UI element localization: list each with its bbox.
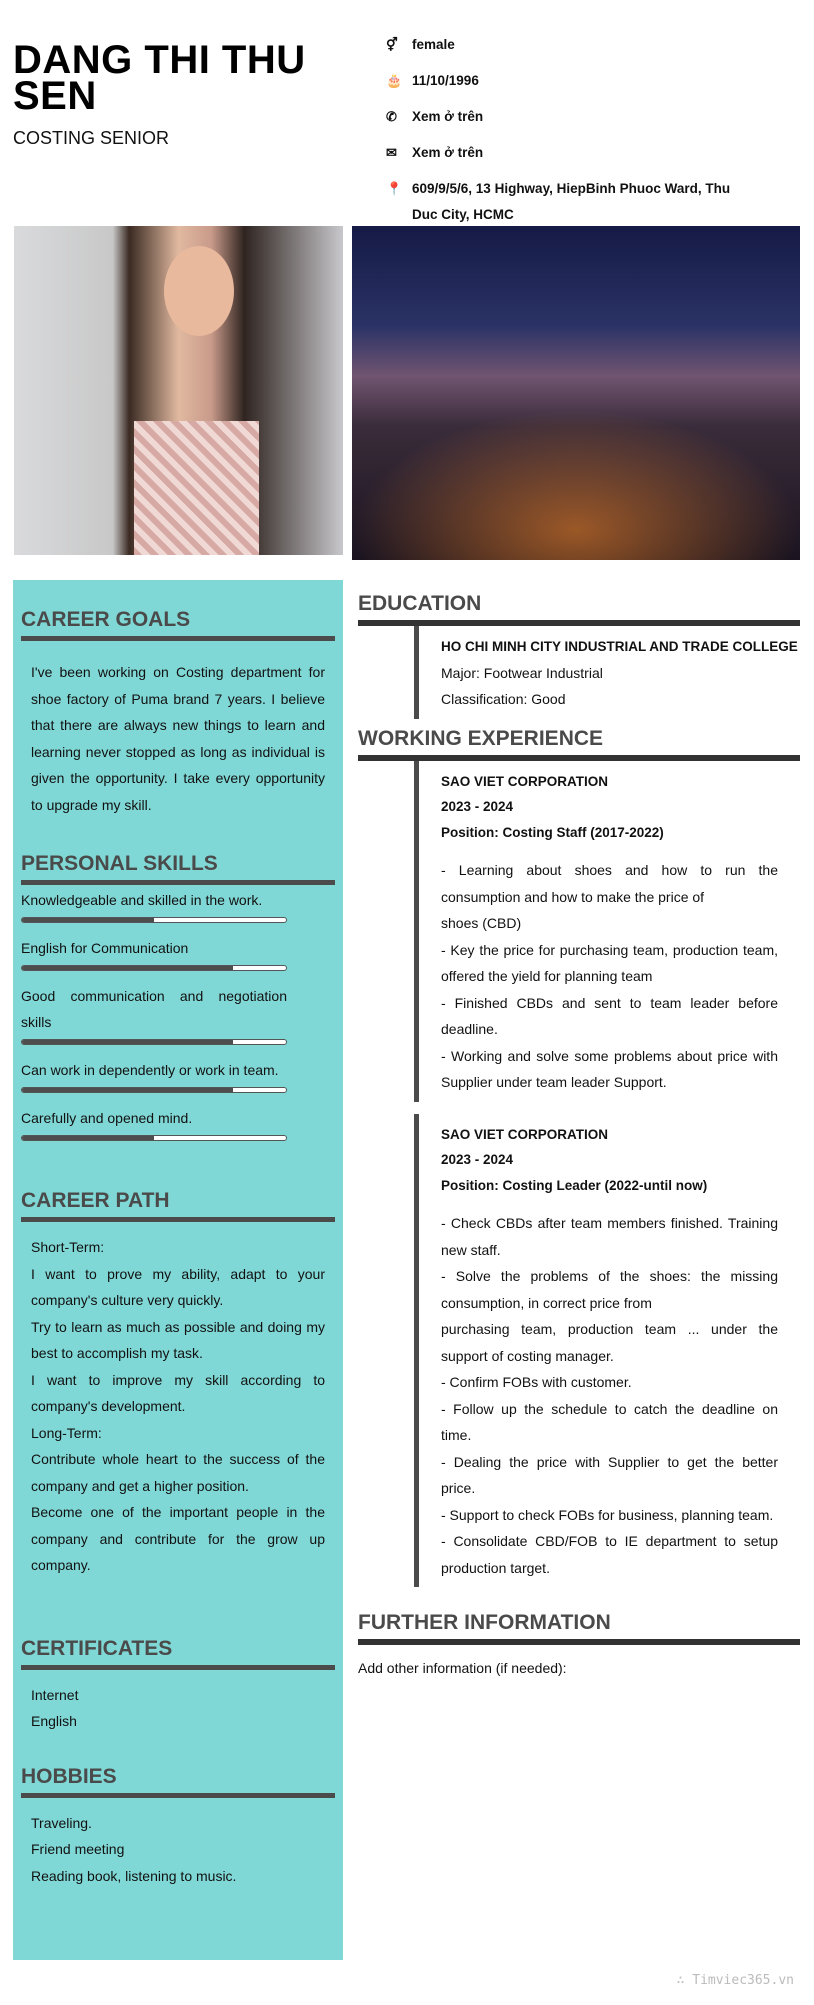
job-duty: - Learning about shoes and how to run the consumption and how to make the price of [441, 862, 778, 905]
experience-heading: WORKING EXPERIENCE [358, 727, 800, 761]
sidebar [13, 580, 343, 1960]
skill-item [21, 983, 335, 1045]
map-marker-icon: 📍 [386, 181, 403, 196]
career-goals-heading: CAREER GOALS [21, 608, 335, 641]
career-goals-text: I've been working on Costing department for shoe factory of Puma brand 7 years. I believe that there are always new things to learn and learning never stopped as long as individual is given the opportunity. I take every opportunity to upgrade my skill. [31, 664, 325, 813]
career-path-line: I want to improve my skill according to company's development. [31, 1371, 325, 1414]
skill-label: Knowledgeable and skilled in the work. [21, 892, 263, 908]
skill-level-bar [21, 1039, 287, 1045]
hobby-item: Traveling. [31, 1814, 92, 1831]
classification: Classification: Good [441, 691, 566, 707]
contact-birthday [386, 68, 756, 94]
certificate-item: English [31, 1713, 77, 1729]
contact-gender [386, 32, 756, 58]
job-duty: - Support to check FOBs for business, planning team. [441, 1506, 774, 1523]
career-path-line: Contribute whole heart to the success of the company and get a higher position. [31, 1451, 325, 1494]
contact-email [386, 140, 756, 166]
job-duty: - Key the price for purchasing team, production team, offered the yield for planning team [441, 941, 778, 984]
job-duty: - Check CBDs after team members finished. Training new staff. [441, 1215, 778, 1258]
candidate-name: DANG THI THU SEN [13, 38, 306, 118]
career-path-line: Try to learn as much as possible and doing my best to accomplish my task. [31, 1318, 325, 1361]
hobby-item: Reading book, listening to music. [31, 1867, 237, 1884]
job-duty: - Solve the problems of the shoes: the missing consumption, in correct price from [441, 1268, 778, 1311]
job-position: Position: Costing Leader (2022-until now) [441, 1177, 708, 1193]
certificates-heading: CERTIFICATES [21, 1637, 335, 1670]
job-title: COSTING SENIOR [13, 128, 170, 148]
contact-text: Xem ở trên [412, 145, 484, 160]
skill-level-bar [21, 1087, 287, 1093]
job-period: 2023 - 2024 [441, 1152, 514, 1167]
skill-level-fill [22, 1136, 154, 1140]
skill-label: Can work in dependently or work in team. [21, 1062, 279, 1078]
personal-skills-heading: PERSONAL SKILLS [21, 852, 335, 885]
certificate-item: Internet [31, 1686, 79, 1703]
career-path-line: Long-Term: [31, 1424, 102, 1441]
skill-level-fill [22, 966, 233, 970]
skill-level-bar [21, 965, 287, 971]
contact-phone [386, 104, 756, 130]
watermark: ∴ Timviec365.vn [676, 1973, 794, 1988]
skill-item [21, 935, 335, 971]
job-position: Position: Costing Staff (2017-2022) [441, 824, 664, 840]
skill-level-fill [22, 918, 154, 922]
career-path-heading: CAREER PATH [21, 1189, 335, 1222]
job-duty: - Finished CBDs and sent to team leader before deadline. [441, 994, 778, 1037]
skill-level-fill [22, 1040, 233, 1044]
contact-list [386, 32, 756, 238]
skill-item [21, 887, 335, 923]
further-info-heading: FURTHER INFORMATION [358, 1611, 800, 1645]
job-duty: purchasing team, production team ... under the support of costing manager. [441, 1321, 778, 1364]
job-duty: - Consolidate CBD/FOB to IE department to setup production target. [441, 1533, 778, 1576]
skill-label: Good communication and negotiation skills [21, 988, 287, 1030]
skill-level-fill [22, 1088, 233, 1092]
job-entry [414, 761, 800, 1102]
education-entry [414, 626, 800, 719]
skill-label: English for Communication [21, 940, 189, 956]
phone-icon: ✆ [386, 109, 397, 124]
company-name: SAO VIET CORPORATION [441, 773, 609, 789]
job-entry [414, 1114, 800, 1588]
skill-item [21, 1057, 335, 1093]
contact-text: 11/10/1996 [412, 73, 479, 88]
skill-level-bar [21, 1135, 287, 1141]
birthday-cake-icon: 🎂 [386, 73, 403, 88]
main-column [358, 592, 800, 1682]
education-heading: EDUCATION [358, 592, 800, 626]
company-name: SAO VIET CORPORATION [441, 1126, 609, 1142]
hobby-item: Friend meeting [31, 1841, 125, 1857]
job-duty: - Follow up the schedule to catch the deadline on time. [441, 1400, 778, 1443]
job-period: 2023 - 2024 [441, 799, 514, 814]
job-duty: - Confirm FOBs with customer. [441, 1374, 632, 1390]
hobbies-heading: HOBBIES [21, 1765, 335, 1798]
career-path-line: I want to prove my ability, adapt to your company's culture very quickly. [31, 1265, 325, 1308]
envelope-icon: ✉ [386, 145, 397, 160]
job-duty: - Dealing the price with Supplier to get the better price. [441, 1453, 778, 1496]
profile-photo [14, 226, 343, 555]
job-duty: - Working and solve some problems about price with Supplier under team leader Support. [441, 1047, 778, 1090]
contact-text: 609/9/5/6, 13 Highway, HiepBinh Phuoc Ward, Thu Duc City, HCMC [412, 181, 731, 222]
contact-address [386, 176, 756, 228]
career-path-line: Become one of the important people in the company and contribute for the grow up company. [31, 1504, 325, 1573]
school-name: HO CHI MINH CITY INDUSTRIAL AND TRADE COLLEGE [441, 639, 798, 654]
skill-level-bar [21, 917, 287, 923]
contact-text: female [412, 37, 455, 52]
skill-item [21, 1105, 335, 1141]
career-path-line: Short-Term: [31, 1239, 105, 1255]
major: Major: Footwear Industrial [441, 664, 603, 681]
city-skyline-image [352, 226, 800, 560]
gender-icon: ⚥ [386, 37, 398, 52]
contact-text: Xem ở trên [412, 109, 484, 124]
further-info-text: Add other information (if needed): [358, 1660, 567, 1676]
job-duty: shoes (CBD) [441, 915, 522, 931]
skill-label: Carefully and opened mind. [21, 1110, 193, 1126]
